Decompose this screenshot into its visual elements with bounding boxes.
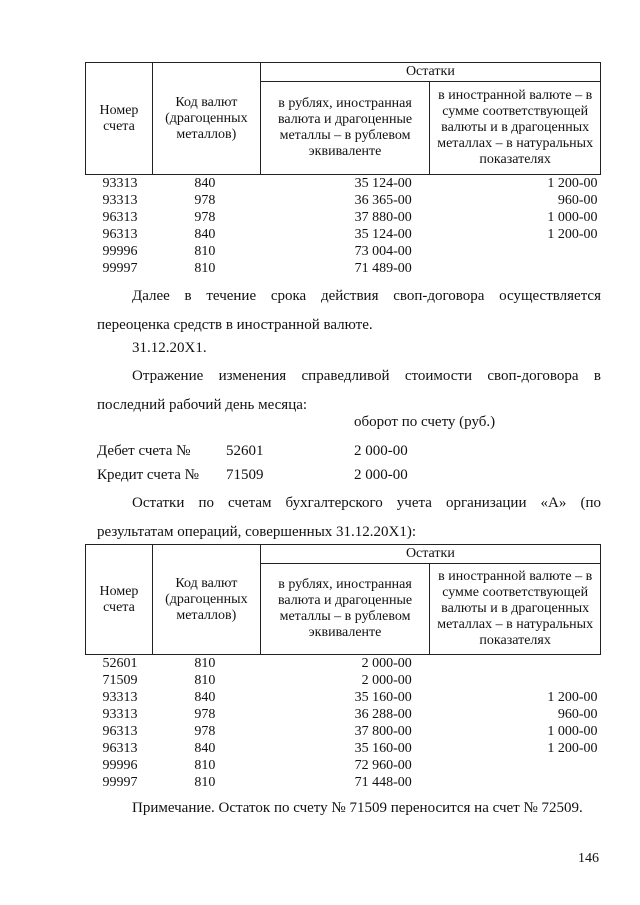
rubles-amount-cell: 71 489-00 xyxy=(354,261,412,276)
table-1-body xyxy=(86,175,601,278)
rubles-amount-cell: 2 000-00 xyxy=(361,673,412,688)
table-row xyxy=(86,774,601,791)
rubles-amount-cell: 2 000-00 xyxy=(361,656,412,671)
account-cell: 99997 xyxy=(102,261,138,276)
table-row xyxy=(86,226,601,243)
account-cell: 93313 xyxy=(102,707,138,722)
table-row xyxy=(86,723,601,740)
date-line: 31.12.20X1. xyxy=(132,340,207,356)
currency-code-cell: 810 xyxy=(194,656,216,671)
account-cell: 99996 xyxy=(102,244,138,259)
header-currency-code: Код валют (драгоценных металлов) xyxy=(152,63,260,175)
currency-code-cell: 810 xyxy=(194,758,216,773)
foreign-amount-cell: 1 200-00 xyxy=(547,176,598,191)
header-currency-code: Код валют (драгоценных металлов) xyxy=(152,545,260,655)
account-cell: 96313 xyxy=(102,210,138,225)
table-row xyxy=(86,757,601,774)
foreign-amount-cell xyxy=(430,774,601,791)
table-row xyxy=(86,655,601,673)
paragraph-balances xyxy=(97,489,601,547)
debit-label: Дебет счета № xyxy=(97,443,191,459)
foreign-amount-cell: 1 200-00 xyxy=(547,227,598,242)
foreign-amount-cell xyxy=(430,757,601,774)
table-row xyxy=(86,243,601,260)
foreign-amount-cell: 960-00 xyxy=(557,707,598,722)
balances-table-1 xyxy=(85,62,601,277)
account-cell: 96313 xyxy=(102,724,138,739)
paragraph-fair-value-text: Отражение изменения справедливой стоимости своп-договора в последний рабочий день месяца: xyxy=(97,368,601,413)
account-cell: 71509 xyxy=(102,673,138,688)
foreign-amount-cell: 1 200-00 xyxy=(547,690,598,705)
currency-code-cell: 810 xyxy=(194,775,216,790)
currency-code-cell: 810 xyxy=(194,244,216,259)
currency-code-cell: 840 xyxy=(194,690,216,705)
paragraph-revaluation-text: Далее в течение срока действия своп-договора осуществляется переоценка средств в иностранной валюте. xyxy=(97,288,601,333)
foreign-amount-cell xyxy=(430,243,601,260)
account-cell: 93313 xyxy=(102,193,138,208)
header-rubles: в рублях, иностранная валюта и драгоценные металлы – в рублевом эквиваленте xyxy=(260,564,430,655)
header-rubles: в рублях, иностранная валюта и драгоценные металлы – в рублевом эквиваленте xyxy=(260,82,430,175)
table-2-body xyxy=(86,655,601,792)
rubles-amount-cell: 35 160-00 xyxy=(354,690,412,705)
header-balances: Остатки xyxy=(260,545,600,564)
turnover-label: оборот по счету (руб.) xyxy=(354,414,496,430)
rubles-amount-cell: 37 800-00 xyxy=(354,724,412,739)
currency-code-cell: 840 xyxy=(194,227,216,242)
foreign-amount-cell xyxy=(430,655,601,673)
account-cell: 96313 xyxy=(102,741,138,756)
paragraph-balances-text: Остатки по счетам бухгалтерского учета организации «А» (по результатам операций, совершенных 31.12.20X1): xyxy=(97,495,601,540)
header-foreign: в иностранной валюте – в сумме соответствующей валюты и в драгоценных металлах – в натуральных показателях xyxy=(430,564,601,655)
table-row xyxy=(86,706,601,723)
currency-code-cell: 978 xyxy=(194,724,216,739)
table-row xyxy=(86,192,601,209)
header-balances: Остатки xyxy=(260,63,600,82)
rubles-amount-cell: 73 004-00 xyxy=(354,244,412,259)
rubles-amount-cell: 72 960-00 xyxy=(354,758,412,773)
table-row xyxy=(86,209,601,226)
account-cell: 93313 xyxy=(102,690,138,705)
credit-label: Кредит счета № xyxy=(97,467,199,483)
rubles-amount-cell: 35 124-00 xyxy=(354,227,412,242)
rubles-amount-cell: 36 365-00 xyxy=(354,193,412,208)
header-account-number: Номер счета xyxy=(86,63,153,175)
account-cell: 96313 xyxy=(102,227,138,242)
table-row xyxy=(86,689,601,706)
debit-account: 52601 xyxy=(226,443,264,459)
paragraph-revaluation xyxy=(97,282,601,340)
foreign-amount-cell xyxy=(430,260,601,277)
header-account-number: Номер счета xyxy=(86,545,153,655)
rubles-amount-cell: 71 448-00 xyxy=(354,775,412,790)
header-foreign: в иностранной валюте – в сумме соответствующей валюты и в драгоценных металлах – в натуральных показателях xyxy=(430,82,601,175)
currency-code-cell: 978 xyxy=(194,193,216,208)
rubles-amount-cell: 36 288-00 xyxy=(354,707,412,722)
currency-code-cell: 840 xyxy=(194,741,216,756)
account-cell: 52601 xyxy=(102,656,138,671)
account-cell: 99997 xyxy=(102,775,138,790)
currency-code-cell: 810 xyxy=(194,673,216,688)
rubles-amount-cell: 35 160-00 xyxy=(354,741,412,756)
table-row xyxy=(86,672,601,689)
foreign-amount-cell: 1 000-00 xyxy=(547,724,598,739)
credit-account: 71509 xyxy=(226,467,264,483)
currency-code-cell: 810 xyxy=(194,261,216,276)
rubles-amount-cell: 37 880-00 xyxy=(354,210,412,225)
currency-code-cell: 978 xyxy=(194,210,216,225)
table-row xyxy=(86,260,601,277)
foreign-amount-cell: 1 000-00 xyxy=(547,210,598,225)
page-number: 146 xyxy=(578,851,599,866)
table-row xyxy=(86,175,601,193)
paragraph-fair-value xyxy=(97,362,601,420)
currency-code-cell: 978 xyxy=(194,707,216,722)
table-row xyxy=(86,740,601,757)
foreign-amount-cell: 1 200-00 xyxy=(547,741,598,756)
currency-code-cell: 840 xyxy=(194,176,216,191)
credit-amount: 2 000-00 xyxy=(354,467,408,483)
foreign-amount-cell xyxy=(430,672,601,689)
debit-amount: 2 000-00 xyxy=(354,443,408,459)
note: Примечание. Остаток по счету № 71509 переносится на счет № 72509. xyxy=(132,800,583,816)
foreign-amount-cell: 960-00 xyxy=(557,193,598,208)
account-cell: 93313 xyxy=(102,176,138,191)
account-cell: 99996 xyxy=(102,758,138,773)
rubles-amount-cell: 35 124-00 xyxy=(354,176,412,191)
balances-table-2 xyxy=(85,544,601,791)
